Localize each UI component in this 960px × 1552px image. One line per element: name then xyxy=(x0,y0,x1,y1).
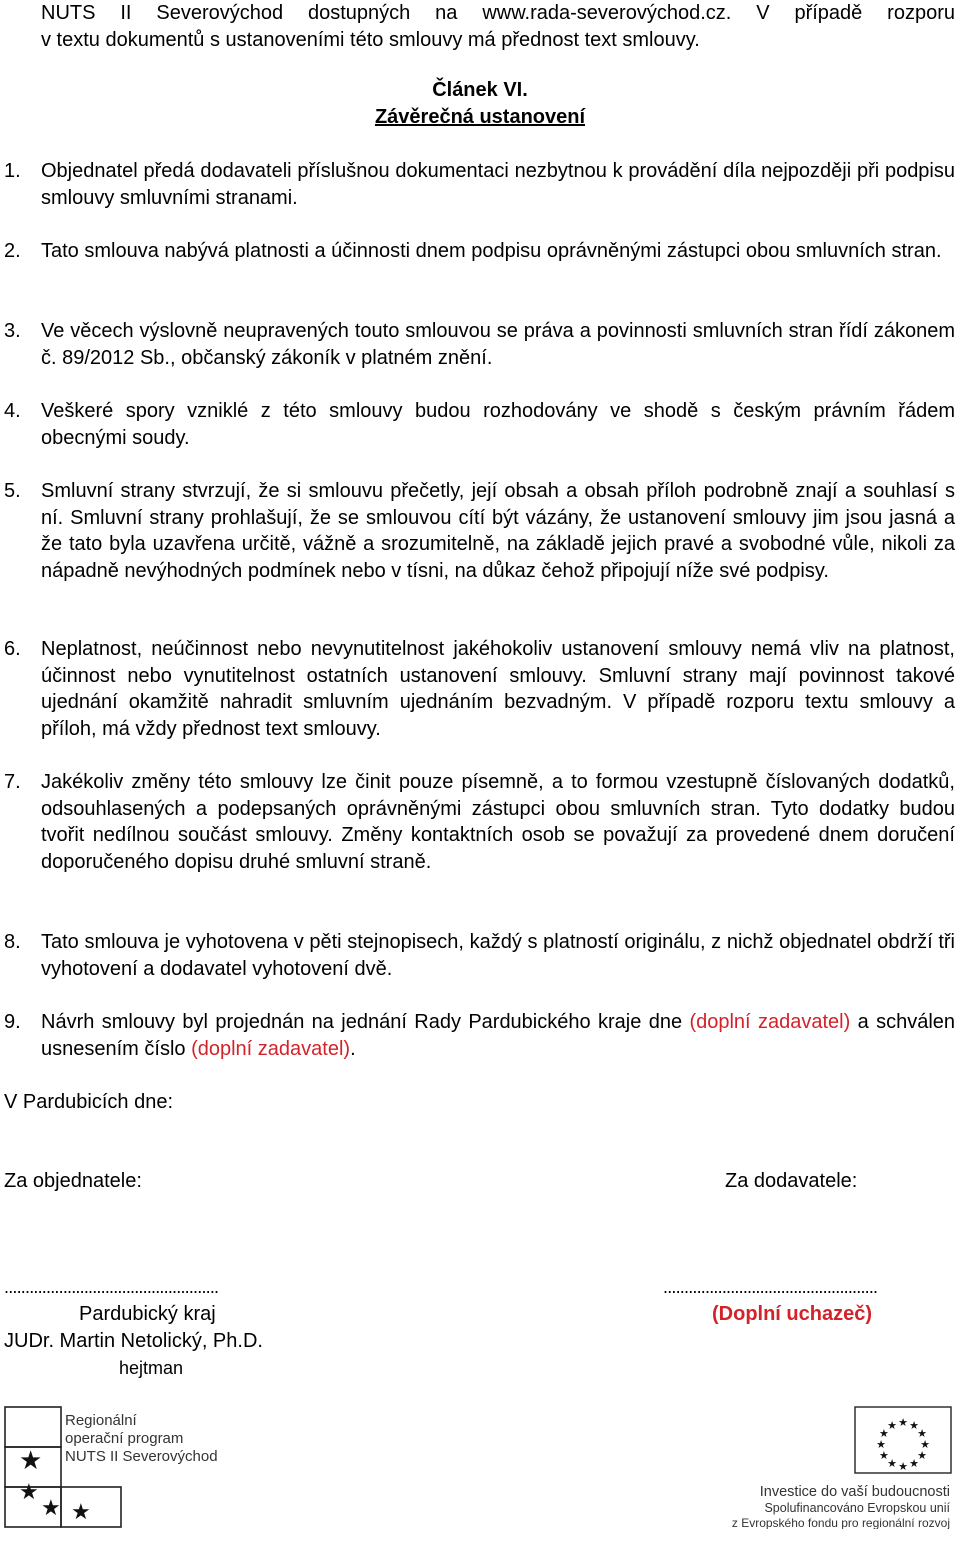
eu-star-icon: ★ xyxy=(878,1449,889,1462)
eu-logo-line-3: z Evropského fondu pro regionální rozvoj xyxy=(731,1516,950,1529)
signature-label-client: Za objednatele: xyxy=(4,1170,142,1192)
clause-text: Tato smlouva je vyhotovena v pěti stejnopisech, každý s platností originálu, z nichž objednatel obdrží tři vyhotovení a dodavatel vyhotovení dvě. xyxy=(41,931,955,980)
article-title: Závěrečná ustanovení xyxy=(374,106,586,128)
eu-star-icon: ★ xyxy=(909,1418,919,1432)
svg-text:★: ★ xyxy=(19,1480,39,1505)
eu-logo-graphic xyxy=(685,1405,955,1529)
clause-text: Neplatnost, neúčinnost nebo nevynutitelnost jakéhokoliv ustanovení smlouvy nemá vliv na platnost, účinnost nebo vynutitelnost ostatních ustanovení smlouvy. Smluvní strany mají povinnost takové ujednání okamžitě nahradit smluvním ujednáním bezvadným. V případě rozporu textu smlouvy a příloh, má vždy přednost text smlouvy. xyxy=(41,638,955,740)
clause-number: 2. xyxy=(4,240,21,262)
client-organization: Pardubický kraj xyxy=(79,1303,216,1325)
rop-logo-line-3: NUTS II Severovýchod xyxy=(65,1448,218,1465)
place-date-line: V Pardubicích dne: xyxy=(4,1091,173,1113)
eu-star-icon: ★ xyxy=(920,1438,930,1451)
eu-star-icon: ★ xyxy=(887,1418,897,1432)
placeholder-meeting-date: (doplní zadavatel) xyxy=(689,1011,851,1033)
rop-logo-line-1: Regionální xyxy=(65,1412,137,1429)
clause-9-text-a: Návrh smlouvy byl projednán na jednání Rady Pardubického kraje dne xyxy=(41,1011,690,1033)
rop-logo-graphic xyxy=(3,1405,243,1529)
client-signatory-name: JUDr. Martin Netolický, Ph.D. xyxy=(4,1330,263,1352)
clause-9-text-c: . xyxy=(350,1037,356,1060)
eu-star-icon: ★ xyxy=(898,1416,908,1429)
article-number: Článek VI. xyxy=(432,79,528,101)
eu-star-icon: ★ xyxy=(909,1457,919,1471)
clause-number: 4. xyxy=(4,400,21,422)
intro-paragraph xyxy=(41,0,955,53)
svg-text:★: ★ xyxy=(71,1500,91,1525)
eu-star-icon: ★ xyxy=(917,1427,928,1440)
clause-text: Jakékoliv změny této smlouvy lze činit pouze písemně, a to formou vzestupně číslovaných dodatků, odsouhlasených a podepsaných oprávněnými zástupci obou smluvních stran. Tyto dodatky budou tvořit nedílnou součást smlouvy. Změny kontaktních osob se považují za provedené dnem doručení doporučeného dopisu druhé smluvní straně. xyxy=(41,771,955,873)
clause-text: Objednatel předá dodavateli příslušnou dokumentaci nezbytnou k provádění díla nejpozději při podpisu smlouvy smluvními stranami. xyxy=(41,160,955,209)
eu-star-icon: ★ xyxy=(917,1449,928,1462)
clause-number: 9. xyxy=(4,1011,21,1033)
signature-label-contractor: Za dodavatele: xyxy=(725,1170,858,1192)
clause-9-text-b: a schválen usnesením číslo xyxy=(41,1011,956,1060)
clause-text: Smluvní strany stvrzují, že si smlouvu přečetly, její obsah a obsah příloh podrobně znají a souhlasí s ní. Smluvní strany prohlašují, že se smlouvou cítí být vázány, že ustanovení smlouvy jim jsou jasná a že tato byla uzavřena určitě, vážně a srozumitelně, na základě jejich pravé a svobodné vůle, nikoli za nápadně nevýhodných podmínek nebo v tísni, na důkaz čehož připojují níže své podpisy. xyxy=(41,480,955,582)
eu-logo-line-2: Spolufinancováno Evropskou unií xyxy=(764,1501,950,1515)
clause-number: 3. xyxy=(4,320,21,342)
clause-number: 1. xyxy=(4,160,21,182)
intro-line-1: NUTS II Severovýchod dostupných na www.rada-severovýchod.cz. V případě rozporu xyxy=(41,2,955,24)
eu-star-icon: ★ xyxy=(898,1460,908,1473)
eu-logo-line-1: Investice do vaší budoucnosti xyxy=(759,1484,950,1500)
eu-star-icon: ★ xyxy=(876,1438,886,1451)
clause-number: 7. xyxy=(4,771,21,793)
eu-star-icon: ★ xyxy=(878,1427,889,1440)
rop-logo xyxy=(3,1405,243,1529)
clause-number: 5. xyxy=(4,480,21,502)
clause-number: 8. xyxy=(4,931,21,953)
signature-line-contractor: ................................................... xyxy=(663,1277,878,1297)
rop-logo-line-2: operační program xyxy=(65,1430,184,1447)
clause-text: Ve věcech výslovně neupravených touto smlouvou se práva a povinnosti smluvních stran řídí zákonem č. 89/2012 Sb., občanský zákoník v platném znění. xyxy=(41,320,955,369)
clause-text: Tato smlouva nabývá platnosti a účinnosti dnem podpisu oprávněnými zástupci obou smluvních stran. xyxy=(41,240,942,262)
clause-text xyxy=(41,1009,955,1062)
placeholder-resolution-number: (doplní zadavatel) xyxy=(191,1037,351,1060)
clause-number: 6. xyxy=(4,638,21,660)
intro-line-2: v textu dokumentů s ustanoveními této smlouvy má přednost text smlouvy. xyxy=(41,28,700,51)
client-signatory-role: hejtman xyxy=(119,1358,184,1378)
svg-text:★: ★ xyxy=(41,1496,61,1521)
contractor-name-placeholder: (Doplní uchazeč) xyxy=(712,1303,873,1325)
signature-line-client: ................................................... xyxy=(4,1277,219,1297)
eu-logo xyxy=(685,1405,955,1529)
eu-star-icon: ★ xyxy=(887,1457,897,1471)
clause-text: Veškeré spory vzniklé z této smlouvy budou rozhodovány ve shodě s českým právním řádem obecnými soudy. xyxy=(41,400,955,449)
svg-text:★: ★ xyxy=(19,1446,43,1476)
